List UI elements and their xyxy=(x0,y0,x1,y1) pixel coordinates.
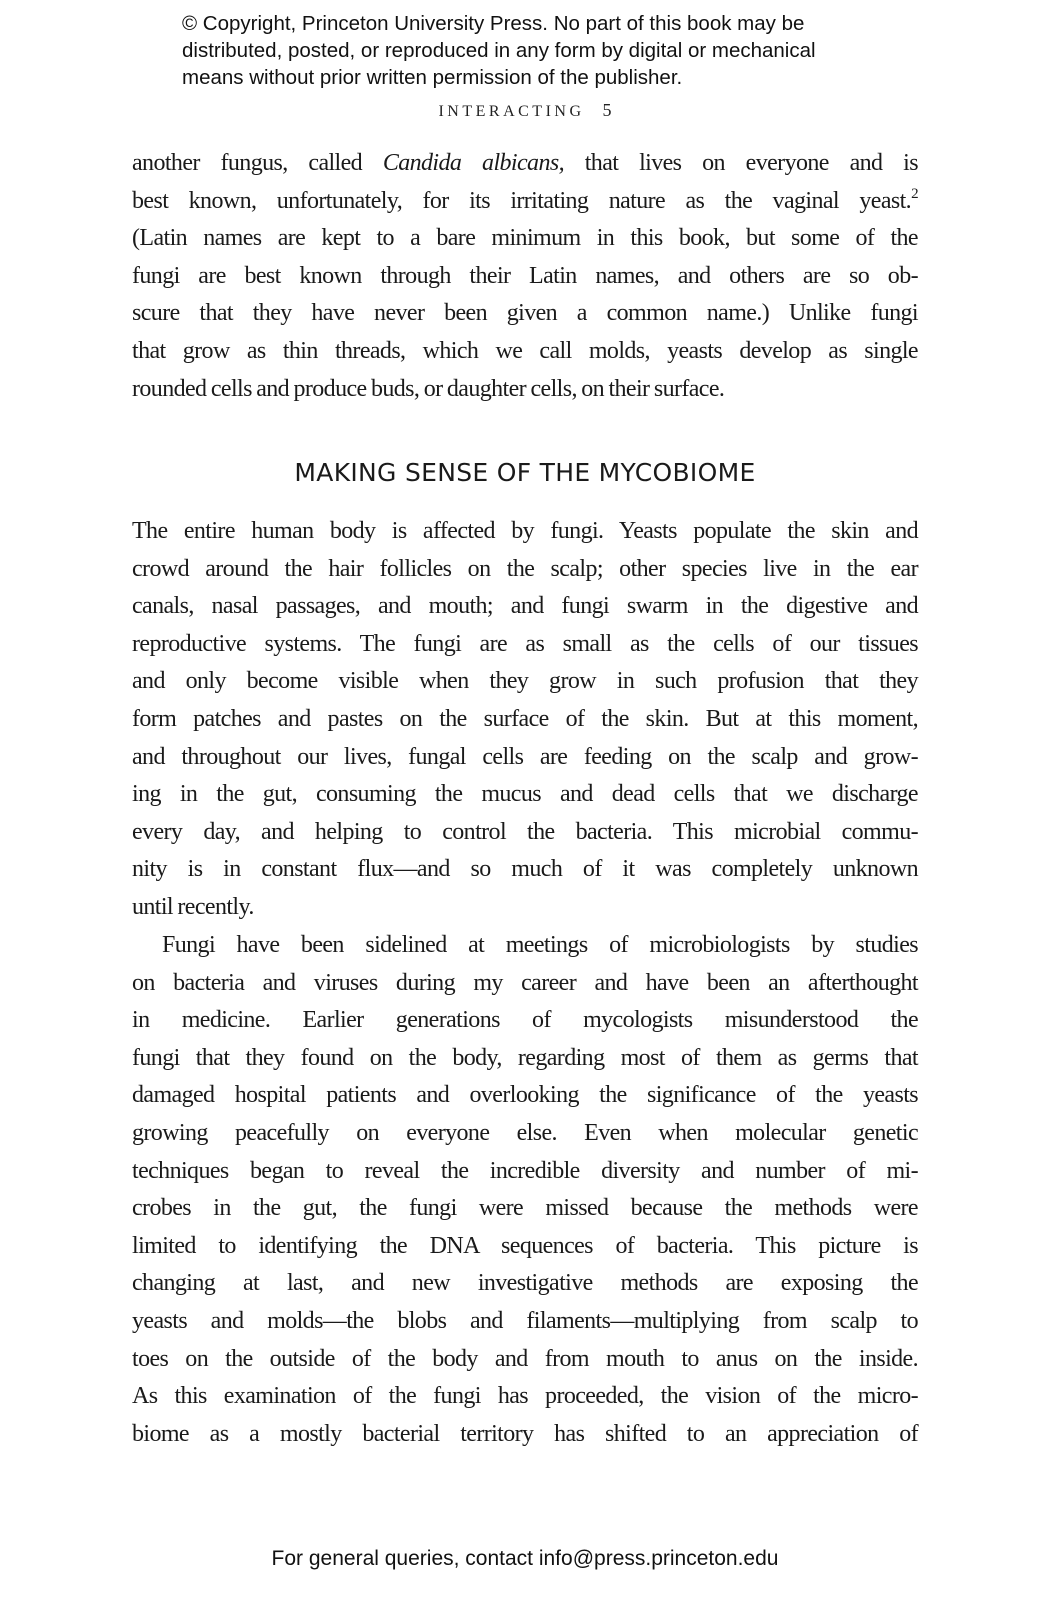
text-line: another fungus, called Candida albicans, that lives on everyone and is xyxy=(132,150,918,176)
paragraph-3 xyxy=(132,927,918,1453)
text-line: and only become visible when they grow in such profusion that they xyxy=(132,668,918,695)
text-line: canals, nasal passages, and mouth; and fungi swarm in the digestive and xyxy=(132,593,918,620)
text-line: reproductive systems. The fungi are as small as the cells of our tissues xyxy=(132,630,918,657)
page-number: 5 xyxy=(602,100,612,120)
text-line: that grow as thin threads, which we call molds, yeasts develop as single xyxy=(132,337,918,364)
running-head-title: INTERACTING xyxy=(438,103,585,120)
text-line: crobes in the gut, the fungi were missed because the methods were xyxy=(132,1195,918,1222)
text-line: and throughout our lives, fungal cells are feeding on the scalp and grow- xyxy=(132,743,918,770)
latin-name: Candida albicans, xyxy=(382,150,564,176)
text-line: every day, and helping to control the bacteria. This microbial commu- xyxy=(132,818,918,845)
text-line: crowd around the hair follicles on the scalp; other species live in the ear xyxy=(132,555,918,582)
text-line: fungi that they found on the body, regarding most of them as germs that xyxy=(132,1044,918,1071)
footnote-reference[interactable]: 2 xyxy=(911,185,918,202)
text-line: biome as a mostly bacterial territory has shifted to an appreciation of xyxy=(132,1420,918,1447)
copyright-line: © Copyright, Princeton University Press. No part of this book may be xyxy=(182,12,805,35)
text-line: growing peacefully on everyone else. Even when molecular genetic xyxy=(132,1119,918,1146)
text-line: best known, unfortunately, for its irritating nature as the vaginal yeast.$^2$ xyxy=(132,185,918,214)
footer-contact: For general queries, contact info@press.princeton.edu xyxy=(271,1547,779,1570)
text-line: As this examination of the fungi has proceeded, the vision of the micro- xyxy=(132,1383,918,1410)
text-line: limited to identifying the DNA sequences of bacteria. This picture is xyxy=(132,1232,918,1259)
text-line: techniques began to reveal the incredible diversity and number of mi- xyxy=(132,1157,918,1184)
text-line: Fungi have been sidelined at meetings of microbiologists by studies xyxy=(162,932,918,958)
text-line: changing at last, and new investigative methods are exposing the xyxy=(132,1270,918,1297)
section-heading: MAKING SENSE OF THE MYCOBIOME xyxy=(294,458,756,487)
text-line: yeasts and molds—the blobs and filaments—multiplying from scalp to xyxy=(132,1307,918,1334)
text-line: The entire human body is affected by fungi. Yeasts populate the skin and xyxy=(132,518,918,544)
text-line: form patches and pastes on the surface of the skin. But at this moment, xyxy=(132,705,918,732)
text-line: in medicine. Earlier generations of mycologists misunderstood the xyxy=(132,1007,918,1034)
copyright-line: means without prior written permission of the publisher. xyxy=(182,66,683,89)
copyright-notice xyxy=(182,10,902,91)
text-line: (Latin names are kept to a bare minimum in this book, but some of the xyxy=(132,225,918,252)
text-line: scure that they have never been given a common name.) Unlike fungi xyxy=(132,300,918,327)
text-line: nity is in constant flux—and so much of it was completely unknown xyxy=(132,856,918,883)
paragraph-2 xyxy=(132,513,918,927)
paragraph-1 xyxy=(132,145,918,408)
text-line: fungi are best known through their Latin names, and others are so ob- xyxy=(132,262,918,289)
text-line: toes on the outside of the body and from mouth to anus on the inside. xyxy=(132,1345,918,1372)
text-line: until recently. xyxy=(132,893,254,920)
running-head xyxy=(0,100,1050,121)
text-line: rounded cells and produce buds, or daughter cells, on their surface. xyxy=(132,375,725,402)
text-line: damaged hospital patients and overlooking the significance of the yeasts xyxy=(132,1082,918,1109)
text-line: ing in the gut, consuming the mucus and dead cells that we discharge xyxy=(132,781,918,808)
copyright-line: distributed, posted, or reproduced in any form by digital or mechanical xyxy=(182,39,816,62)
text-line: on bacteria and viruses during my career and have been an afterthought xyxy=(132,969,918,996)
